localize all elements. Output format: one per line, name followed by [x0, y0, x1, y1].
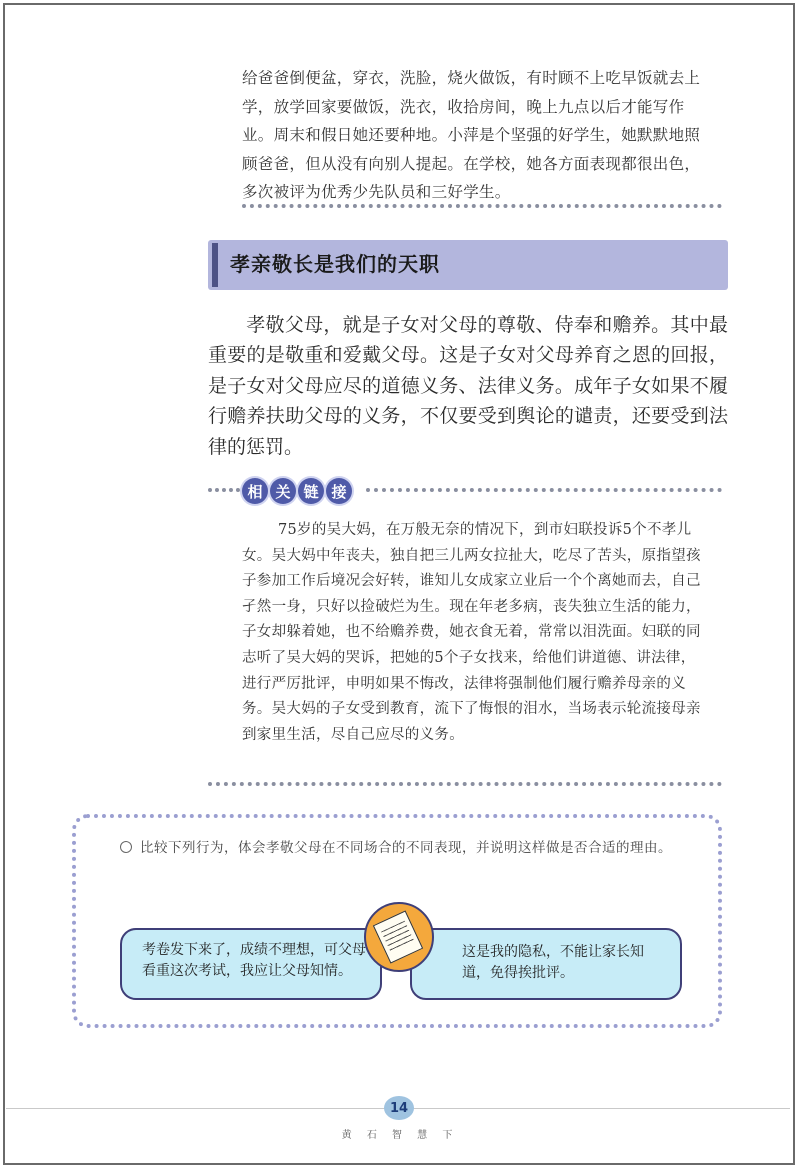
dotted-divider	[366, 488, 722, 492]
intro-paragraph: 给爸爸倒便盆，穿衣，洗脸，烧火做饭，有时顾不上吃早饭就去上学，放学回家要做饭，洗衣，收拾房间，晚上九点以后才能写作业。周末和假日她还要种地。小萍是个坚强的好学生，她默默地照顾爸爸，但从没有向别人提起。在学校，她各方面表现都很出色，多次被评为优秀少先队员和三好学生。	[242, 69, 701, 202]
badge-char: 相	[242, 478, 268, 504]
related-story-text: 75岁的吴大妈，在万般无奈的情况下，到市妇联投诉5个不孝儿女。吴大妈中年丧夫，独自把三儿两女拉扯大，吃尽了苦头，原指望孩子参加工作后境况会好转，谁知儿女成家立业后一个个离她而去，自己孑然一身，只好以捡破烂为生。现在年老多病，丧失独立生活的能力，子女却躲着她，也不给赡养费，她衣食无着，常常以泪洗面。妇联的同志听了吴大妈的哭诉，把她的5个子女找来，给他们讲道德、讲法律，进行严厉批评，申明如果不悔改，法律将强制他们履行赡养母亲的义务。吴大妈的子女受到教育，流下了悔恨的泪水，当场表示轮流接母亲到家里生活，尽自己应尽的义务。	[242, 522, 701, 743]
badge-char: 链	[298, 478, 324, 504]
section-body	[208, 310, 728, 462]
badge-char: 关	[270, 478, 296, 504]
dotted-divider	[208, 782, 722, 786]
section-body-text: 孝敬父母，就是子女对父母的尊敬、侍奉和赡养。其中最重要的是敬重和爱戴父母。这是子女对父母养育之恩的回报，是子女对父母应尽的道德义务、法律义务。成年子女如果不履行赡养扶助父母的义务，不仅要受到舆论的谴责，还要受到法律的惩罚。	[208, 314, 728, 458]
activity-prompt-text: 比较下列行为，体会孝敬父母在不同场合的不同表现，并说明这样做是否合适的理由。	[140, 840, 672, 856]
activity-box	[72, 814, 722, 1028]
section-header	[208, 240, 728, 290]
speech-bubble-right: 这是我的隐私，不能让家长知道，免得挨批评。	[410, 928, 682, 1000]
notebook-icon	[364, 902, 434, 972]
paper-icon	[373, 910, 423, 963]
section-title: 孝亲敬长是我们的天职	[230, 252, 440, 276]
related-link-badge	[242, 478, 352, 504]
speech-bubble-left: 考卷发下来了，成绩不理想，可父母看重这次考试，我应让父母知情。	[120, 928, 382, 1000]
badge-char: 接	[326, 478, 352, 504]
dotted-divider	[242, 204, 722, 208]
section-header-bar	[212, 243, 218, 287]
circle-bullet-icon	[120, 841, 132, 853]
footer-book-title: 黄 石 智 慧 下	[341, 1130, 459, 1141]
page-number: 14	[384, 1096, 414, 1120]
related-story	[242, 518, 704, 748]
dotted-divider	[208, 488, 240, 492]
activity-prompt	[120, 836, 710, 861]
